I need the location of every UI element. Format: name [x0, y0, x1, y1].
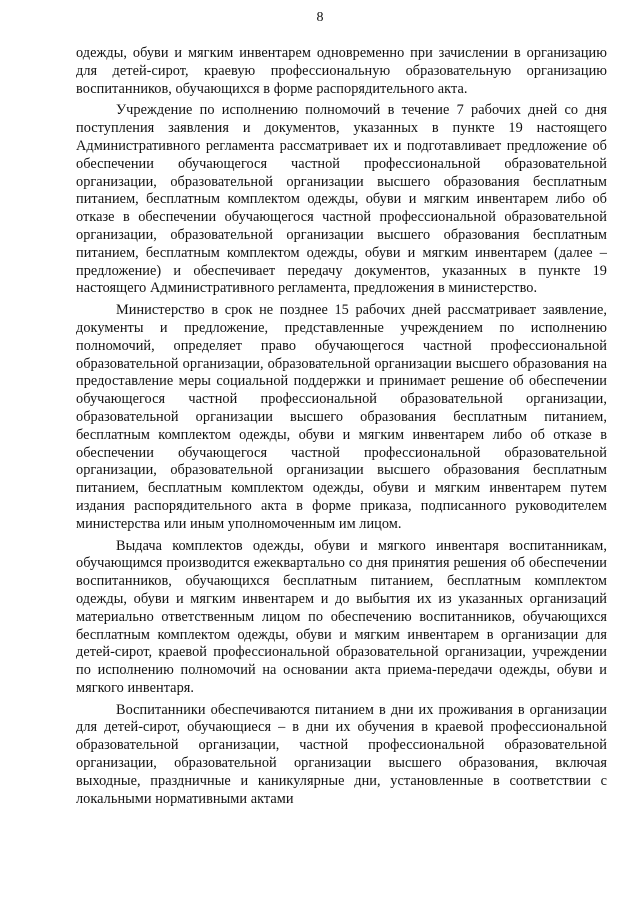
paragraph-continuation: одежды, обуви и мягким инвентарем одновременно при зачислении в организацию для детей-сирот, краевую профессиональную образовательную организацию воспитанников, обучающихся в форме распорядительного акта.	[76, 45, 607, 97]
page-number: 8	[316, 10, 324, 25]
paragraph-ministry-decision: Министерство в срок не позднее 15 рабочих дней рассматривает заявление, документы и предложение, представленные учреждением по исполнению полномочий, определяет право обучающегося частной профессиональной образовательной организации, образовательной организации высшего образования на предоставление меры социальной поддержки и принимает решение об обеспечении обучающегося частной профессиональной образовательной организации, образовательной организации высшего образования бесплатным питанием, бесплатным комплектом одежды, обуви и мягким инвентарем либо об отказе в обеспечении обучающегося частной профессиональной образовательной организации, образовательной организации высшего образования бесплатным питанием, бесплатным комплектом одежды, обуви и мягким инвентарем путем издания распорядительного акта в форме приказа, подписанного руководителем министерства или иным уполномоченным им лицом.	[76, 302, 607, 532]
paragraph-meal-provision: Воспитанники обеспечиваются питанием в дни их проживания в организации для детей-сирот, обучающиеся – в дни их обучения в краевой профессиональной образовательной организации, частной профессиональной образовательной организации, образовательной организации высшего образования, включая выходные, праздничные и каникулярные дни, установленные в соответствии с локальными нормативными актами	[76, 701, 607, 807]
paragraph-institution-review: Учреждение по исполнению полномочий в течение 7 рабочих дней со дня поступления заявления и документов, указанных в пункте 19 настоящего Административного регламента рассматривает их и подготавливает предложение об обеспечении обучающегося частной профессиональной образовательной организации, образовательной организации высшего образования бесплатным питанием, бесплатным комплектом одежды, обуви и мягким инвентарем либо об отказе в обеспечении обучающегося частной профессиональной образовательной организации, образовательной организации высшего образования бесплатным питанием, бесплатным комплектом одежды, обуви и мягким инвентарем (далее – предложение) и обеспечивает передачу документов, указанных в пункте 19 настоящего Административного регламента, предложения в министерство.	[76, 102, 607, 297]
paragraph-clothing-issuance: Выдача комплектов одежды, обуви и мягкого инвентаря воспитанникам, обучающимся производится ежеквартально со дня принятия решения об обеспечении воспитанников, обучающихся бесплатным питанием, бесплатным комплектом одежды, обуви и мягким инвентарем и до выбытия их из указанных организаций материально ответственным лицом по обеспечению воспитанников, обучающихся бесплатным комплектом одежды, обуви и мягким инвентарем в организации для детей-сирот, краевой профессиональной образовательной организации, учреждении по исполнению полномочий на основании акта приема-передачи одежды, обуви и мягкого инвентаря.	[76, 537, 607, 696]
document-body	[76, 45, 607, 812]
